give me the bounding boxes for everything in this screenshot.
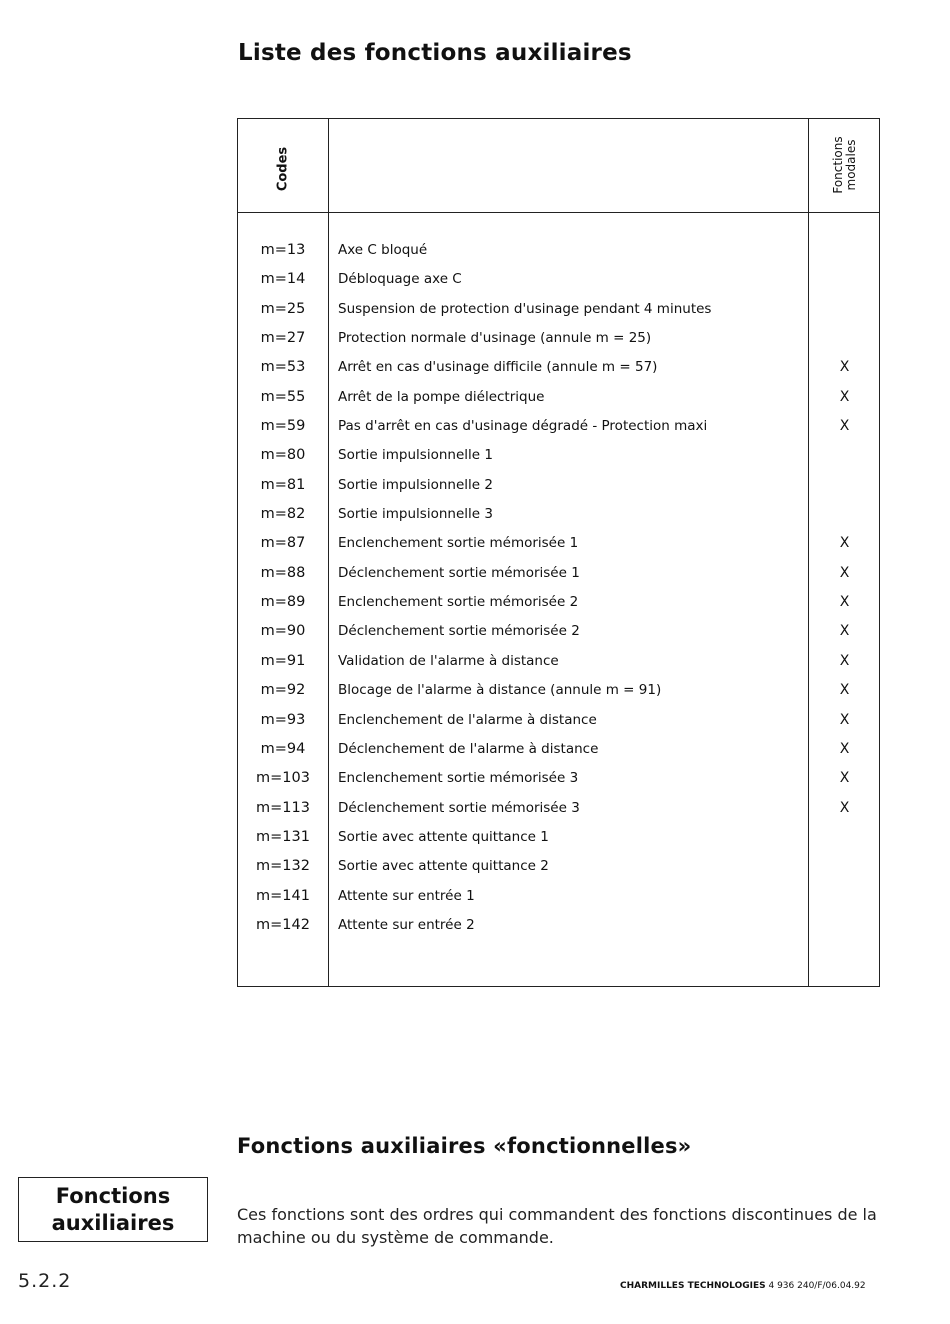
table-row	[238, 852, 879, 881]
table-row	[238, 412, 879, 441]
table-row	[238, 471, 879, 500]
table-row	[238, 324, 879, 353]
row-code: m=103	[256, 770, 310, 787]
row-code: m=59	[260, 418, 306, 435]
row-code: m=14	[260, 271, 306, 288]
row-modal-mark: X	[839, 711, 850, 728]
row-modal-mark: X	[839, 418, 850, 435]
row-modal-mark: X	[839, 359, 850, 376]
table-row	[238, 559, 879, 588]
row-code: m=91	[260, 652, 306, 669]
row-modal-mark: X	[839, 652, 850, 669]
row-modal-mark: X	[839, 740, 850, 757]
row-description: Blocage de l'alarme à distance (annule m = 91)	[338, 682, 662, 699]
row-description: Axe C bloqué	[338, 242, 428, 258]
row-description: Arrêt en cas d'usinage difficile (annule m = 57)	[338, 359, 658, 376]
table-row	[238, 265, 879, 294]
row-code: m=82	[260, 506, 306, 523]
row-code: m=142	[256, 916, 310, 933]
row-code: m=55	[260, 388, 306, 405]
table-row	[238, 676, 879, 705]
row-description: Sortie impulsionnelle 2	[338, 476, 493, 493]
row-description: Sortie impulsionnelle 3	[338, 506, 493, 523]
row-description: Enclenchement sortie mémorisée 3	[338, 770, 579, 787]
row-description: Déclenchement de l'alarme à distance	[338, 740, 599, 757]
row-description: Protection normale d'usinage (annule m = 25)	[338, 330, 652, 347]
row-description: Sortie avec attente quittance 2	[338, 858, 549, 875]
chapter-box-line2: auxiliaires	[51, 1210, 175, 1235]
section-title: Fonctions auxiliaires «fonctionnelles»	[237, 1134, 692, 1158]
row-code: m=90	[260, 623, 306, 640]
table-row	[238, 236, 879, 265]
row-description: Déclenchement sortie mémorisée 1	[338, 564, 580, 581]
table-row	[238, 588, 879, 617]
functions-table	[237, 118, 880, 987]
row-code: m=87	[260, 535, 306, 552]
table-body	[238, 236, 879, 940]
row-code: m=132	[256, 858, 310, 875]
row-code: m=88	[260, 564, 306, 581]
row-code: m=113	[256, 799, 310, 816]
row-description: Attente sur entrée 2	[338, 916, 475, 933]
footer-ref: 4 936 240/F/06.04.92	[768, 1281, 866, 1291]
row-code: m=27	[260, 330, 306, 347]
footer-brand: CHARMILLES TECHNOLOGIES	[620, 1281, 766, 1291]
chapter-box-line1: Fonctions	[55, 1183, 171, 1208]
table-row	[238, 706, 879, 735]
row-modal-mark: X	[839, 682, 850, 699]
row-description: Arrêt de la pompe diélectrique	[338, 388, 545, 405]
row-description: Enclenchement sortie mémorisée 1	[338, 535, 579, 552]
row-modal-mark: X	[839, 564, 850, 581]
row-code: m=13	[260, 242, 306, 258]
row-code: m=141	[256, 887, 310, 904]
row-code: m=80	[260, 447, 306, 464]
table-row	[238, 911, 879, 940]
table-row	[238, 529, 879, 558]
row-code: m=25	[260, 300, 306, 317]
row-description: Sortie impulsionnelle 1	[338, 447, 493, 464]
table-row	[238, 735, 879, 764]
row-code: m=53	[260, 359, 306, 376]
row-modal-mark: X	[839, 623, 850, 640]
chapter-box	[18, 1177, 208, 1242]
table-row	[238, 764, 879, 793]
table-row	[238, 353, 879, 382]
table-row	[238, 647, 879, 676]
header-divider	[238, 212, 879, 213]
page-number: 5.2.2	[18, 1270, 72, 1292]
row-code: m=94	[260, 740, 306, 757]
row-code: m=89	[260, 594, 306, 611]
row-description: Déclenchement sortie mémorisée 2	[338, 623, 580, 640]
modal-header-line2: modales	[844, 139, 858, 191]
page-title: Liste des fonctions auxiliaires	[238, 40, 632, 66]
row-description: Attente sur entrée 1	[338, 887, 475, 904]
row-description: Validation de l'alarme à distance	[338, 652, 559, 669]
row-description: Sortie avec attente quittance 1	[338, 828, 549, 845]
row-description: Déclenchement sortie mémorisée 3	[338, 799, 580, 816]
table-row	[238, 383, 879, 412]
footer-reference	[620, 1281, 866, 1291]
row-modal-mark: X	[839, 594, 850, 611]
table-row	[238, 617, 879, 646]
row-modal-mark: X	[839, 535, 850, 552]
row-code: m=93	[260, 711, 306, 728]
table-row	[238, 500, 879, 529]
table-row	[238, 794, 879, 823]
modal-header-line1: Fonctions	[831, 136, 845, 194]
row-code: m=131	[256, 828, 310, 845]
codes-column-header: Codes	[275, 146, 291, 192]
row-description: Enclenchement de l'alarme à distance	[338, 711, 597, 728]
table-row	[238, 882, 879, 911]
row-code: m=81	[260, 476, 306, 493]
row-description: Pas d'arrêt en cas d'usinage dégradé - Protection maxi	[338, 418, 708, 435]
row-description: Suspension de protection d'usinage pendant 4 minutes	[338, 300, 712, 317]
row-description: Enclenchement sortie mémorisée 2	[338, 594, 579, 611]
table-row	[238, 295, 879, 324]
table-row	[238, 823, 879, 852]
modal-functions-column-header	[832, 136, 858, 193]
row-modal-mark: X	[839, 770, 850, 787]
section-paragraph: Ces fonctions sont des ordres qui commandent des fonctions discontinues de la machine ou du système de commande.	[237, 1205, 877, 1247]
row-modal-mark: X	[839, 388, 850, 405]
row-code: m=92	[260, 682, 306, 699]
table-row	[238, 441, 879, 470]
row-description: Débloquage axe C	[338, 271, 462, 288]
row-modal-mark: X	[839, 799, 850, 816]
